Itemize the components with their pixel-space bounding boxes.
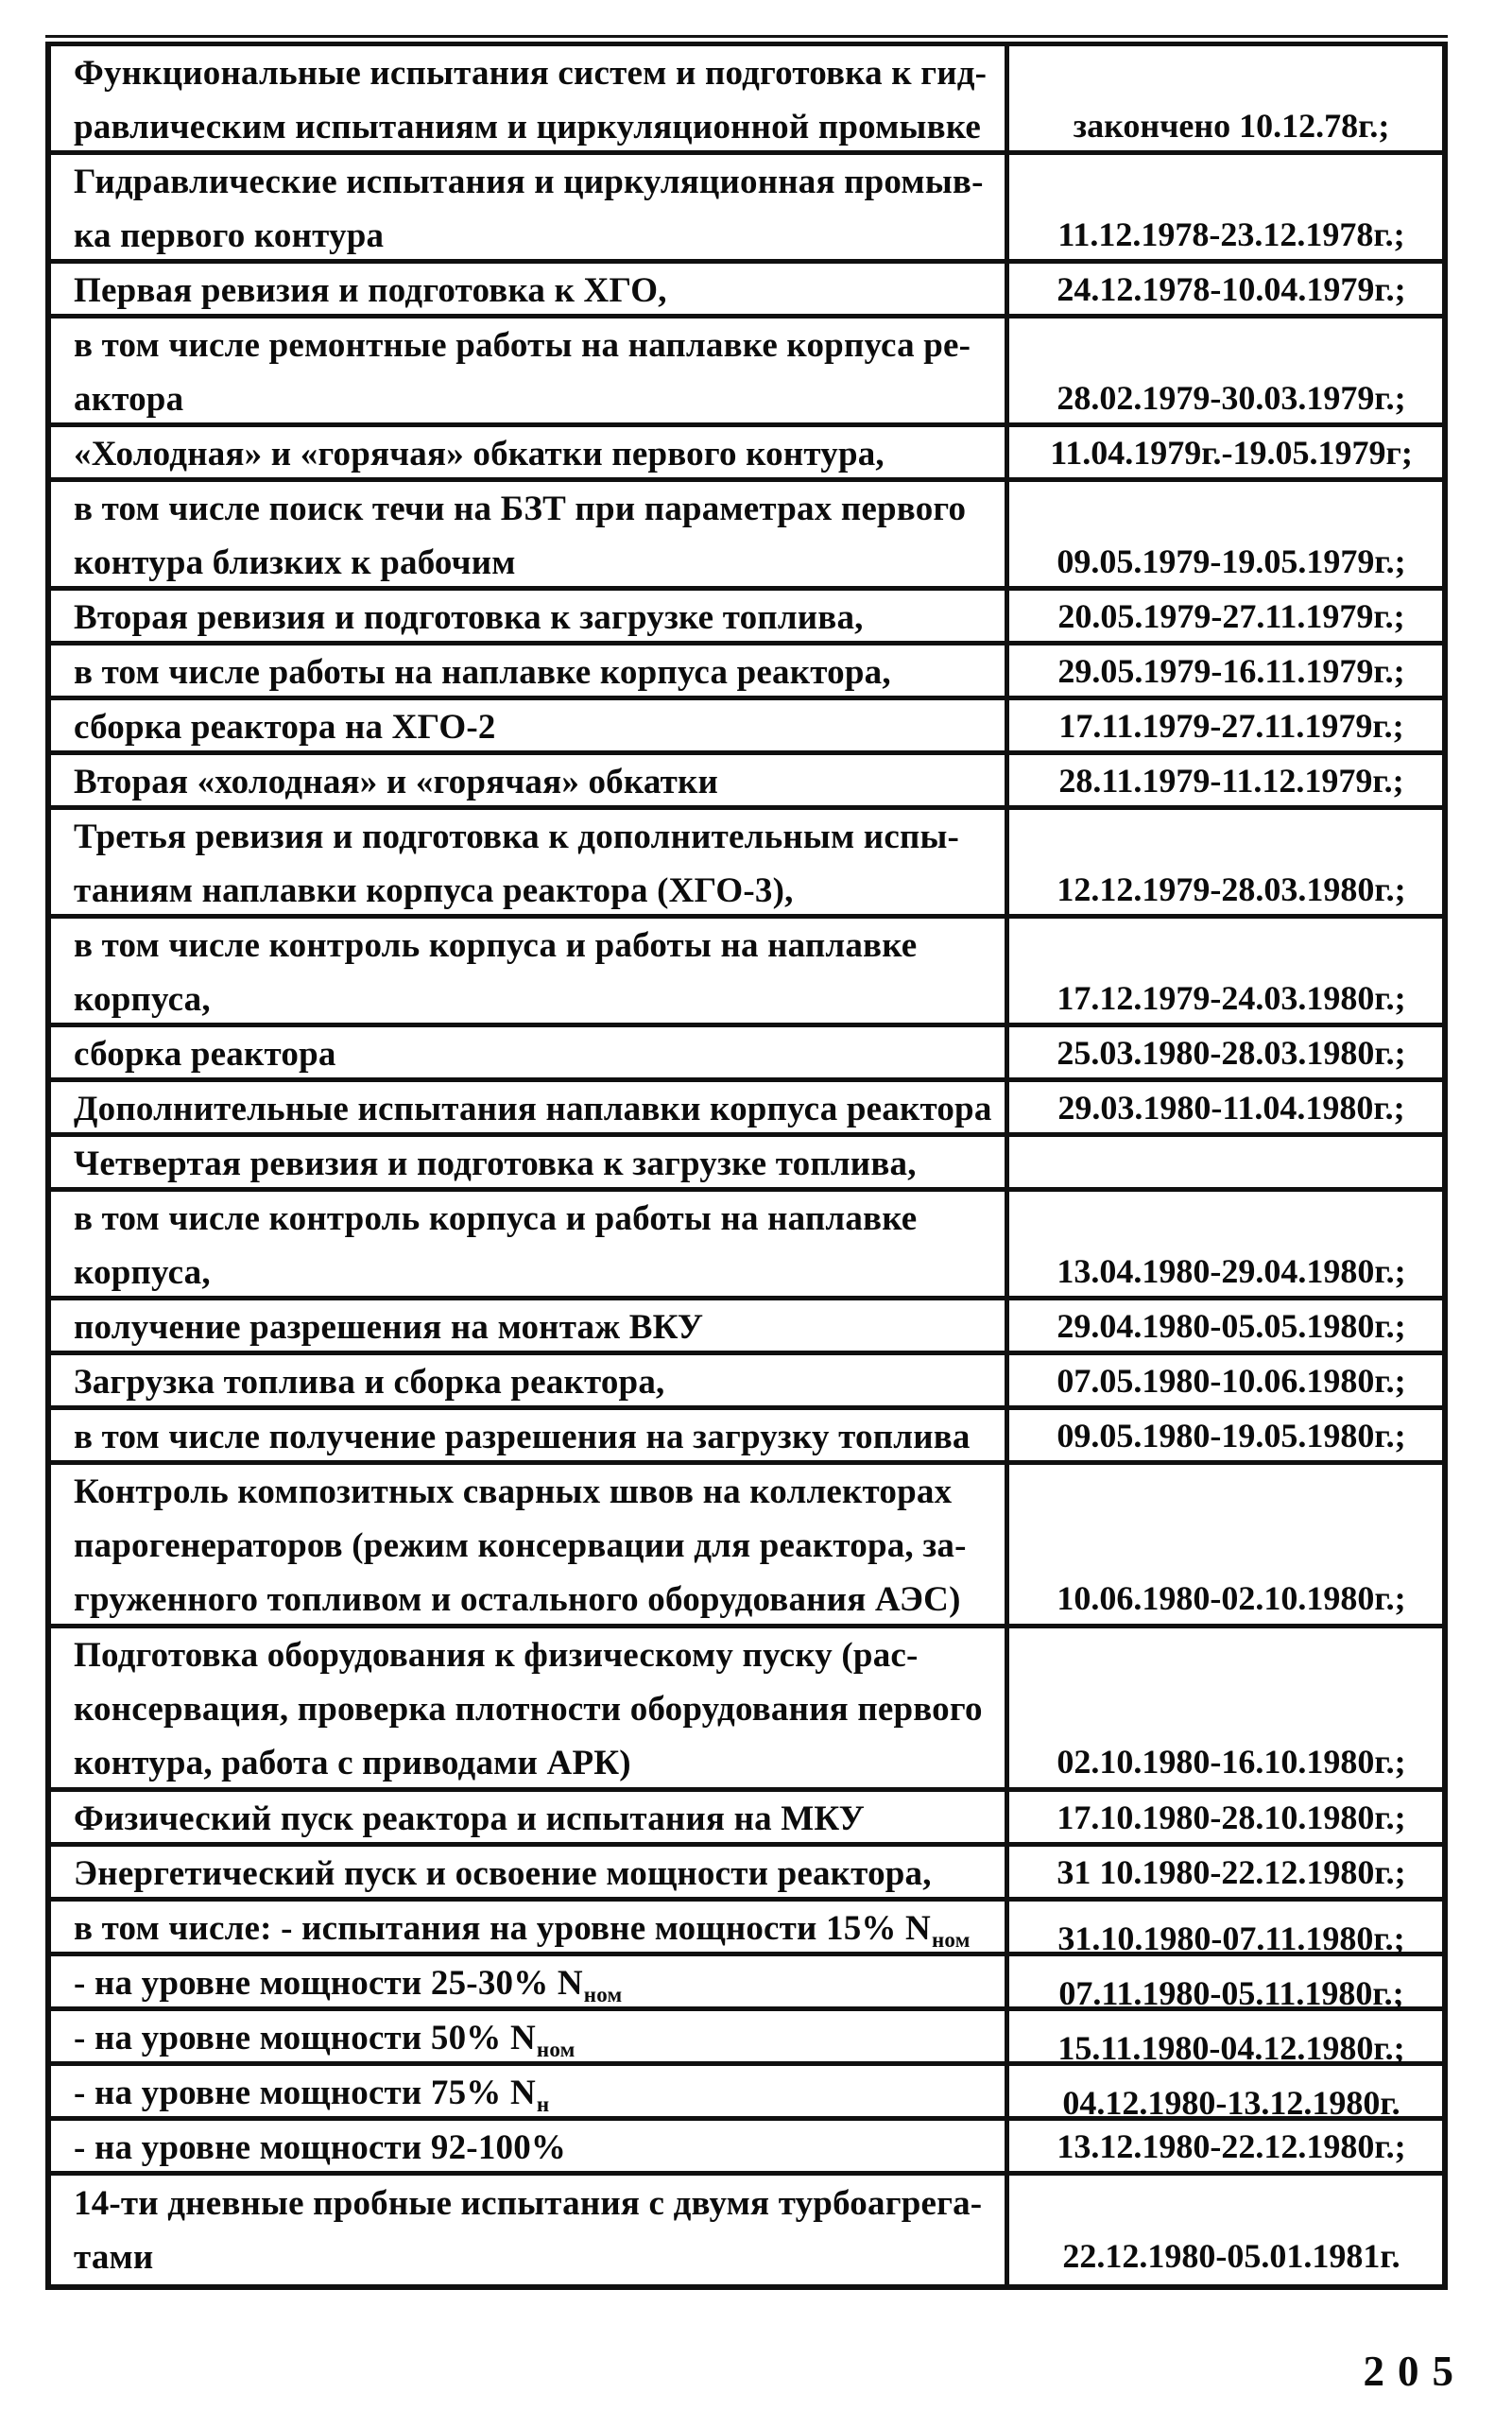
task-text: в том числе работы на наплавке корпуса реактора,: [74, 653, 891, 692]
date-text: 15.11.1980-04.12.1980г.;: [1057, 2029, 1405, 2067]
task-cell: [51, 1792, 1009, 1846]
date-text: 13.04.1980-29.04.1980г.;: [1057, 1252, 1406, 1290]
date-cell: [1009, 427, 1442, 481]
task-cell: [51, 1465, 1009, 1627]
date-text: 25.03.1980-28.03.1980г.;: [1057, 1034, 1406, 1072]
date-text: 29.03.1980-11.04.1980г.;: [1057, 1089, 1405, 1127]
task-cell: [51, 1847, 1009, 1901]
task-cell: [51, 1027, 1009, 1081]
task-text-line: [74, 100, 995, 154]
task-text-subscript: ном: [931, 1928, 971, 1952]
task-text: Подготовка оборудования к физическому пуску (рас-: [74, 1636, 919, 1675]
date-cell: [1009, 1192, 1442, 1300]
date-cell: [1009, 1465, 1442, 1627]
task-text-line: [74, 155, 995, 209]
task-text: в том числе контроль корпуса и работы на наплавке: [74, 926, 918, 965]
date-text: 17.12.1979-24.03.1980г.;: [1057, 979, 1406, 1017]
page-number: 205: [1363, 2348, 1467, 2395]
task-text: Загрузка топлива и сборка реактора,: [74, 1363, 665, 1402]
task-cell: [51, 1628, 1009, 1790]
table-row: [51, 1956, 1442, 2011]
task-text: груженного топливом и остального оборудования АЭС): [74, 1580, 961, 1619]
task-text: Функциональные испытания систем и подготовка к гид-: [74, 54, 988, 93]
task-text-line: [74, 1682, 995, 1736]
task-text-line: [74, 1300, 995, 1354]
date-text: 13.12.1980-22.12.1980г.;: [1057, 2127, 1406, 2165]
table-row: [51, 2121, 1442, 2176]
date-text: 17.11.1979-27.11.1979г.;: [1058, 707, 1404, 745]
task-text: получение разрешения на монтаж ВКУ: [74, 1308, 704, 1347]
task-text-line: [74, 1410, 995, 1464]
date-cell: [1009, 1137, 1442, 1191]
date-text: 28.11.1979-11.12.1979г.;: [1058, 762, 1404, 800]
task-text-line: [74, 1137, 995, 1191]
task-text: 14-ти дневные пробные испытания с двумя турбоагрега-: [74, 2183, 983, 2223]
task-cell: [51, 1192, 1009, 1300]
table-row: [51, 318, 1442, 427]
task-text: в том числе ремонтные работы на наплавке корпуса ре-: [74, 326, 971, 365]
task-text: тами: [74, 2237, 154, 2277]
task-cell: [51, 1300, 1009, 1354]
date-text: 07.11.1980-05.11.1980г.;: [1058, 1974, 1404, 2012]
table-row: [51, 482, 1442, 591]
task-cell: [51, 46, 1009, 154]
table-row: [51, 1628, 1442, 1792]
date-cell: [1009, 1082, 1442, 1136]
task-cell: [51, 1082, 1009, 1136]
table-row: [51, 646, 1442, 700]
task-text: сборка реактора на ХГО-2: [74, 708, 496, 747]
task-text: - на уровне мощности 92-100%: [74, 2128, 567, 2167]
task-cell: [51, 2176, 1009, 2284]
date-text: 07.05.1980-10.06.1980г.;: [1057, 1362, 1406, 1400]
table-row: [51, 46, 1442, 155]
date-cell: [1009, 700, 1442, 754]
table-row: [51, 2011, 1442, 2066]
date-cell: [1009, 2176, 1442, 2284]
task-text: парогенераторов (режим консервации для реактора, за-: [74, 1526, 967, 1565]
table-row: [51, 1902, 1442, 1956]
task-text-line: [74, 1192, 995, 1246]
task-text-line: [74, 1355, 995, 1409]
task-text: в том числе поиск течи на БЗТ при параметрах первого: [74, 490, 967, 528]
task-text-line: [74, 591, 995, 645]
task-cell: [51, 919, 1009, 1026]
task-text-line: [74, 427, 995, 481]
date-cell: [1009, 1847, 1442, 1901]
table-row: [51, 1027, 1442, 1082]
task-text: в том числе контроль корпуса и работы на наплавке: [74, 1199, 918, 1238]
task-cell: [51, 700, 1009, 754]
table-row: [51, 1137, 1442, 1192]
task-text-line: [74, 46, 995, 100]
task-text: контура, работа с приводами АРК): [74, 1744, 631, 1782]
task-cell: [51, 1410, 1009, 1464]
date-text: 09.05.1979-19.05.1979г.;: [1057, 542, 1406, 580]
task-text: Контроль композитных сварных швов на коллекторах: [74, 1472, 953, 1511]
date-cell: [1009, 1027, 1442, 1081]
task-text-line: [74, 209, 995, 263]
task-text-line: [74, 919, 995, 973]
task-text-line: [74, 864, 995, 918]
date-cell: [1009, 2121, 1442, 2175]
table-row: [51, 1465, 1442, 1628]
task-text-line: [74, 1027, 995, 1081]
task-cell: [51, 810, 1009, 918]
table-row: [51, 2066, 1442, 2121]
task-cell: [51, 1355, 1009, 1409]
task-text-line: [74, 318, 995, 372]
table-row: [51, 700, 1442, 755]
date-text: 04.12.1980-13.12.1980г.: [1062, 2084, 1400, 2122]
date-text: 11.12.1978-23.12.1978г.;: [1057, 215, 1405, 253]
table-row: [51, 427, 1442, 482]
date-text: 29.04.1980-05.05.1980г.;: [1057, 1307, 1406, 1345]
task-text-line: [74, 810, 995, 864]
task-text-line: [74, 2177, 995, 2230]
task-text-line: [74, 482, 995, 536]
task-cell: [51, 264, 1009, 318]
schedule-table: [45, 42, 1448, 2290]
date-cell: [1009, 646, 1442, 699]
table-row: [51, 264, 1442, 318]
task-text-line: [74, 1736, 995, 1790]
task-text: актора: [74, 380, 184, 419]
task-text: консервация, проверка плотности оборудования первого: [74, 1690, 983, 1729]
table-row: [51, 810, 1442, 919]
date-cell: [1009, 318, 1442, 426]
task-cell: [51, 755, 1009, 809]
date-cell: [1009, 482, 1442, 590]
task-text: Вторая «холодная» и «горячая» обкатки: [74, 763, 718, 801]
task-cell: [51, 318, 1009, 426]
date-cell: [1009, 155, 1442, 263]
task-text: Третья ревизия и подготовка к дополнительным испы-: [74, 818, 960, 856]
task-text-line: [74, 1573, 995, 1627]
task-text-subscript: ном: [536, 2038, 576, 2061]
date-text: 09.05.1980-19.05.1980г.;: [1057, 1417, 1406, 1455]
task-text: Физический пуск реактора и испытания на МКУ: [74, 1799, 866, 1838]
task-text: Первая ревизия и подготовка к ХГО,: [74, 271, 667, 310]
task-text-line: [74, 372, 995, 426]
date-cell: [1009, 1792, 1442, 1846]
date-cell: [1009, 264, 1442, 318]
date-text: 22.12.1980-05.01.1981г.: [1062, 2237, 1400, 2275]
date-cell: [1009, 46, 1442, 154]
date-text: 24.12.1978-10.04.1979г.;: [1057, 270, 1406, 308]
table-row: [51, 1792, 1442, 1847]
task-text: в том числе: - испытания на уровне мощности 15% N: [74, 1909, 931, 1948]
task-text-line: [74, 1628, 995, 1682]
task-text-subscript: н: [536, 2092, 550, 2116]
task-text: корпуса,: [74, 1253, 211, 1292]
table-row: [51, 1355, 1442, 1410]
date-text: закончено 10.12.78г.;: [1073, 107, 1390, 145]
date-text: 31 10.1980-22.12.1980г.;: [1057, 1853, 1406, 1891]
task-text-line: [74, 1847, 995, 1901]
table-row: [51, 919, 1442, 1027]
table-row: [51, 1410, 1442, 1465]
task-text-line: [74, 1246, 995, 1300]
date-cell: [1009, 1628, 1442, 1790]
task-text-line: [74, 2230, 995, 2284]
table-row: [51, 591, 1442, 646]
task-text: корпуса,: [74, 980, 211, 1019]
date-cell: [1009, 1300, 1442, 1354]
table-row: [51, 1082, 1442, 1137]
task-cell: [51, 482, 1009, 590]
task-text: ка первого контура: [74, 216, 385, 255]
task-text-line: [74, 1082, 995, 1136]
task-cell: [51, 427, 1009, 481]
date-cell: [1009, 919, 1442, 1026]
date-cell: [1009, 591, 1442, 645]
table-row: [51, 1300, 1442, 1355]
task-text: - на уровне мощности 75% N: [74, 2074, 536, 2112]
task-text-line: [74, 646, 995, 699]
task-text-line: [74, 700, 995, 754]
task-cell: [51, 155, 1009, 263]
date-cell: [1009, 1355, 1442, 1409]
task-text: - на уровне мощности 25-30% N: [74, 1964, 583, 2003]
task-text: Дополнительные испытания наплавки корпуса реактора: [74, 1090, 992, 1128]
date-cell: [1009, 810, 1442, 918]
task-text-line: [74, 1792, 995, 1846]
date-text: 02.10.1980-16.10.1980г.;: [1057, 1743, 1406, 1781]
task-cell: [51, 1137, 1009, 1191]
task-text-subscript: ном: [583, 1983, 623, 2006]
task-text-line: [74, 755, 995, 809]
date-text: 29.05.1979-16.11.1979г.;: [1057, 652, 1405, 690]
task-text: сборка реактора: [74, 1035, 336, 1074]
date-text: 28.02.1979-30.03.1979г.;: [1057, 379, 1406, 417]
date-text: 11.04.1979г.-19.05.1979г;: [1050, 434, 1413, 472]
task-text-line: [74, 2121, 995, 2175]
date-text: 10.06.1980-02.10.1980г.;: [1057, 1579, 1406, 1617]
task-text-line: [74, 1465, 995, 1519]
task-text: - на уровне мощности 50% N: [74, 2019, 536, 2057]
table-row: [51, 1192, 1442, 1300]
date-text: 12.12.1979-28.03.1980г.;: [1057, 870, 1406, 908]
task-text-line: [74, 973, 995, 1026]
date-text: 20.05.1979-27.11.1979г.;: [1057, 597, 1405, 635]
table-row: [51, 2176, 1442, 2284]
task-text: таниям наплавки корпуса реактора (ХГО-3),: [74, 871, 794, 910]
task-text: в том числе получение разрешения на загрузку топлива: [74, 1418, 971, 1456]
date-text: 31.10.1980-07.11.1980г.;: [1057, 1919, 1405, 1957]
task-cell: [51, 2121, 1009, 2175]
task-text: Гидравлические испытания и циркуляционная промыв-: [74, 163, 984, 201]
date-cell: [1009, 755, 1442, 809]
date-text: 17.10.1980-28.10.1980г.;: [1057, 1799, 1406, 1836]
task-cell: [51, 591, 1009, 645]
table-row: [51, 755, 1442, 810]
task-text: Четвертая ревизия и подготовка к загрузке топлива,: [74, 1145, 917, 1183]
table-row: [51, 1847, 1442, 1902]
date-cell: [1009, 1410, 1442, 1464]
task-text: равлическим испытаниям и циркуляционной промывке: [74, 108, 982, 146]
task-text-line: [74, 1519, 995, 1573]
task-text: «Холодная» и «горячая» обкатки первого контура,: [74, 435, 885, 473]
table-row: [51, 155, 1442, 264]
task-text: Вторая ревизия и подготовка к загрузке топлива,: [74, 598, 864, 637]
task-text-line: [74, 536, 995, 590]
task-cell: [51, 646, 1009, 699]
task-text: контура близких к рабочим: [74, 543, 516, 582]
task-text-line: [74, 264, 995, 318]
task-text: Энергетический пуск и освоение мощности реактора,: [74, 1854, 932, 1893]
